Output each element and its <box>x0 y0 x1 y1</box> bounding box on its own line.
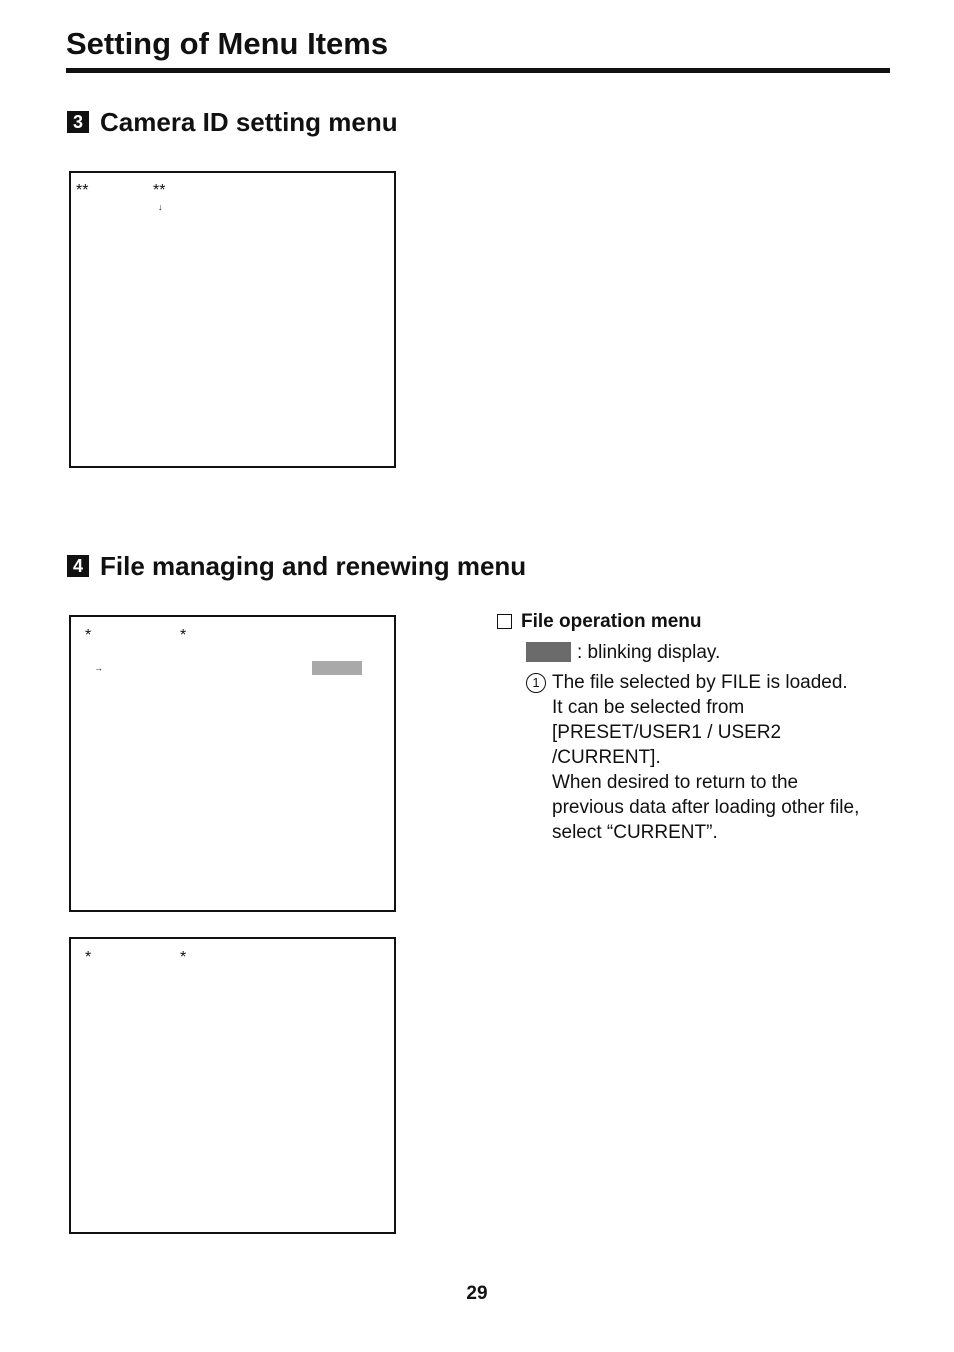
note-heading <box>497 608 897 634</box>
screen-right-marker: ** <box>153 182 166 199</box>
section-heading-file-managing <box>67 550 526 582</box>
section-title: File managing and renewing menu <box>100 551 527 581</box>
blinking-highlight <box>312 661 362 675</box>
section-number-badge: 3 <box>67 111 89 133</box>
note-line: It can be selected from <box>552 697 745 718</box>
note-line: When desired to return to the <box>552 772 799 793</box>
section-title: Camera ID setting menu <box>100 107 398 137</box>
note-line: previous data after loading other file, <box>552 797 860 818</box>
note-line: /CURRENT]. <box>552 747 661 768</box>
cursor-arrow-icon: ↓ <box>158 202 163 212</box>
file-menu-screen-1 <box>69 615 396 912</box>
note-item-text <box>552 670 859 845</box>
camera-id-menu-screen <box>69 171 396 468</box>
note-line: The file selected by FILE is loaded. <box>552 672 848 693</box>
file-operation-note <box>497 608 897 845</box>
page-number: 29 <box>466 1283 488 1304</box>
note-line: [PRESET/USER1 / USER2 <box>552 722 782 743</box>
screen-right-marker: * <box>180 949 187 966</box>
section-number-badge: 4 <box>67 555 89 577</box>
blinking-swatch <box>526 642 571 662</box>
screen-right-marker: * <box>180 627 187 644</box>
note-heading-text: File operation menu <box>521 610 702 632</box>
section-heading-camera-id <box>67 106 398 138</box>
title-rule <box>66 68 890 73</box>
page-title: Setting of Menu Items <box>66 26 389 61</box>
legend-row <box>526 639 897 665</box>
screen-left-marker: * <box>85 627 92 644</box>
circled-number-icon: 1 <box>526 673 546 693</box>
note-line: select “CURRENT”. <box>552 822 718 843</box>
file-menu-screen-2 <box>69 937 396 1234</box>
cursor-arrow-icon: → <box>94 663 103 673</box>
screen-left-marker: ** <box>76 182 89 199</box>
note-item <box>526 670 897 845</box>
screen-left-marker: * <box>85 949 92 966</box>
checkbox-icon <box>497 614 512 629</box>
legend-text: : blinking display. <box>577 641 721 663</box>
